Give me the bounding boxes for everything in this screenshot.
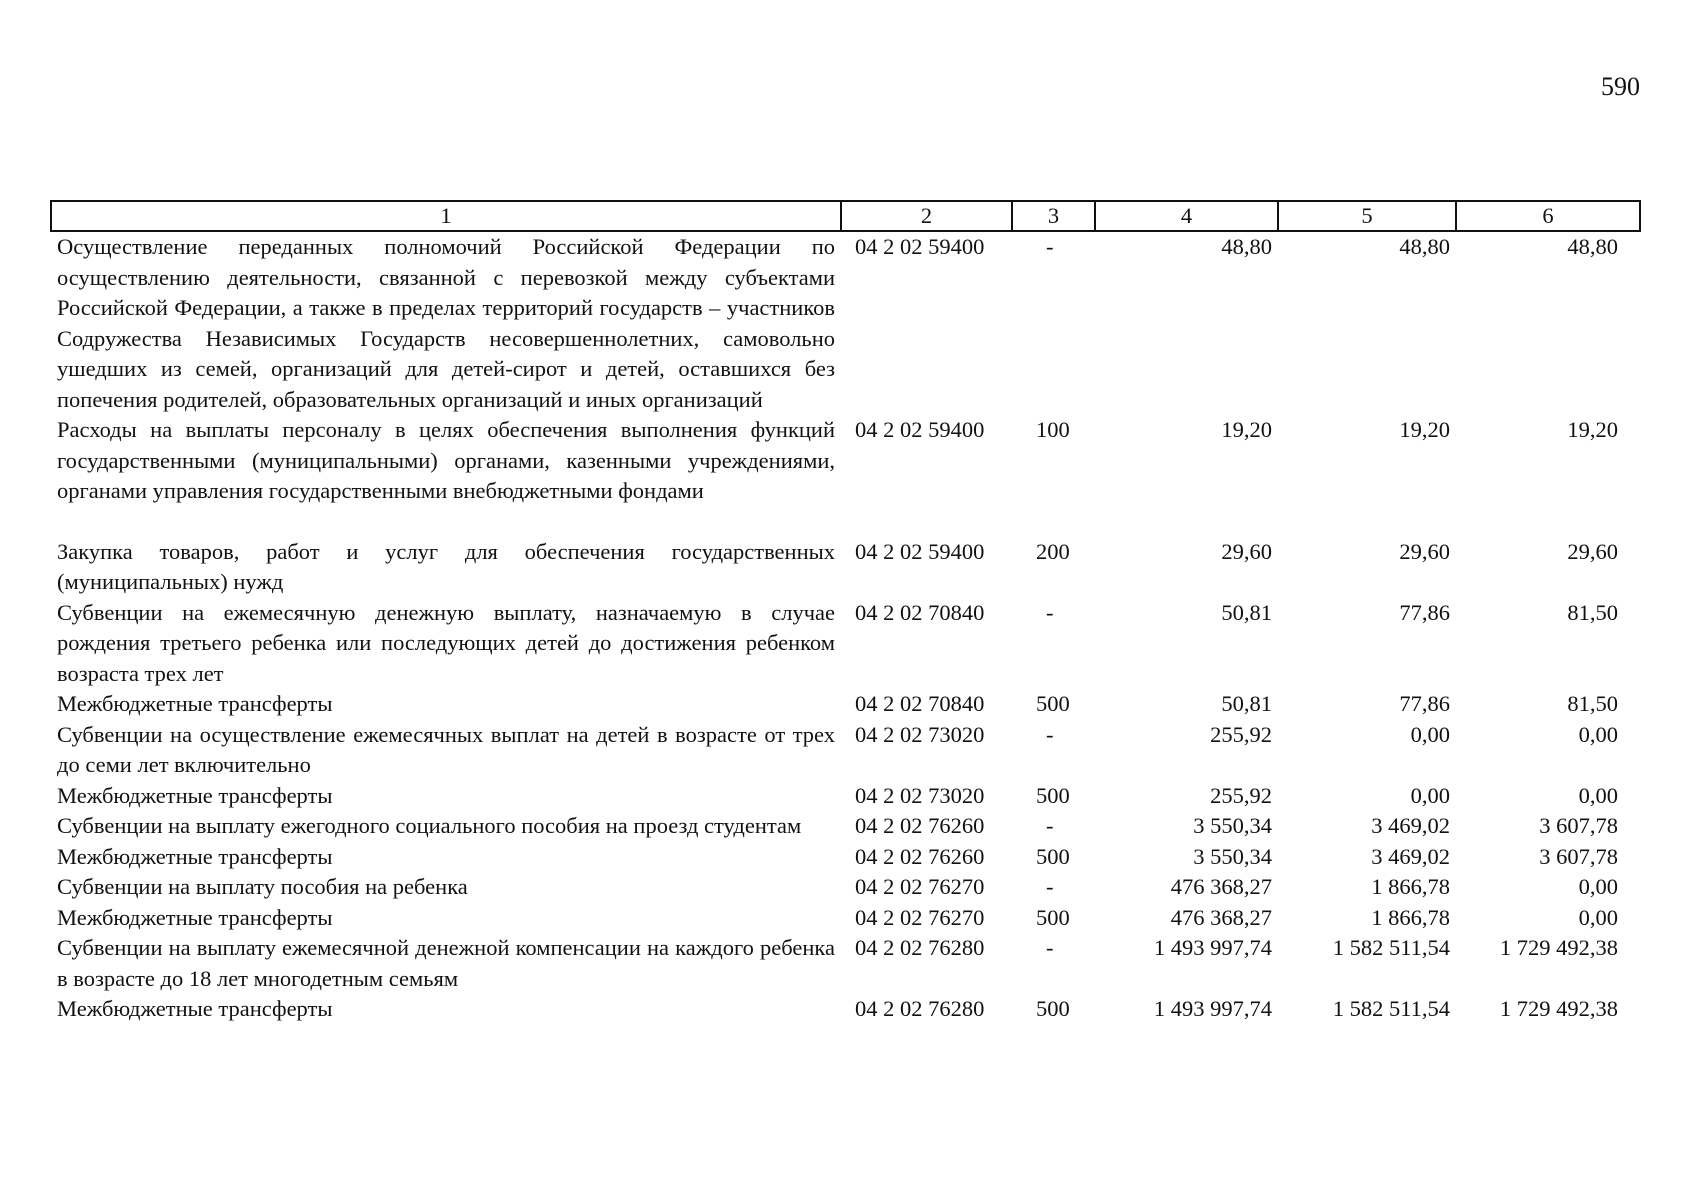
row-name: Расходы на выплаты персоналу в целях обеспечения выполнения функций государственными (муниципальными) органами, казенными учреждениями, органами управления государственными внебюджетными фондами — [57, 417, 835, 503]
table-row — [51, 903, 1640, 934]
row-code: 04 2 02 73020 — [855, 721, 985, 747]
column-header-2: 2 — [841, 201, 1012, 231]
header-row — [51, 201, 1640, 231]
column-header-1: 1 — [51, 201, 841, 231]
row-expense-type: - — [1046, 935, 1054, 960]
table-row — [51, 598, 1640, 690]
row-amount-col5: 77,86 — [1399, 599, 1450, 625]
row-amount-col6: 0,00 — [1578, 874, 1618, 899]
row-expense-type: 500 — [1036, 996, 1070, 1021]
row-amount-col4: 1 493 997,74 — [1153, 996, 1272, 1021]
row-expense-type: - — [1046, 874, 1054, 899]
row-amount-col5: 3 469,02 — [1371, 843, 1450, 869]
row-expense-type: 500 — [1036, 691, 1070, 716]
row-name: Закупка товаров, работ и услуг для обеспечения государственных (муниципальных) нужд — [57, 538, 835, 594]
row-amount-col4: 255,92 — [1210, 782, 1272, 808]
row-amount-col4: 19,20 — [1221, 417, 1272, 442]
row-amount-col4: 50,81 — [1221, 691, 1272, 716]
row-amount-col5: 0,00 — [1410, 721, 1450, 747]
row-code: 04 2 02 59400 — [855, 538, 985, 564]
row-name: Субвенции на выплату ежемесячной денежной компенсации на каждого ребенка в возрасте до 18 лет многодетным семьям — [57, 935, 835, 991]
row-name: Субвенции на выплату ежегодного социального пособия на проезд студентам — [57, 813, 802, 838]
row-code: 04 2 02 76270 — [855, 874, 985, 899]
table-header — [51, 201, 1640, 231]
row-name: Осуществление переданных полномочий Российской Федерации по осуществлению деятельности, связанной с перевозкой между субъектами Российской Федерации, а также в пределах территорий государств – участников Содружества Независимых Государств несовершеннолетних, самовольно ушедших из семей, организаций для детей-сирот и детей, оставшихся без попечения родителей, образовательных организаций и иных организаций — [57, 234, 835, 412]
row-code: 04 2 02 76260 — [855, 813, 985, 838]
row-expense-type: 200 — [1036, 538, 1070, 564]
row-amount-col5: 1 582 511,54 — [1332, 935, 1450, 960]
row-amount-col5: 1 866,78 — [1371, 904, 1450, 930]
table-row — [51, 231, 1640, 415]
column-header-6: 6 — [1456, 201, 1640, 231]
row-amount-col6: 0,00 — [1578, 721, 1618, 747]
row-amount-col6: 0,00 — [1578, 782, 1618, 808]
row-name: Межбюджетные трансферты — [57, 996, 333, 1021]
budget-table — [50, 200, 1641, 1025]
row-name: Межбюджетные трансферты — [57, 904, 333, 930]
row-expense-type: 500 — [1036, 843, 1070, 869]
row-amount-col6: 3 607,78 — [1539, 813, 1618, 838]
row-expense-type: 100 — [1036, 417, 1070, 442]
row-amount-col5: 0,00 — [1410, 782, 1450, 808]
row-code: 04 2 02 76260 — [855, 843, 985, 869]
row-amount-col6: 1 729 492,38 — [1499, 935, 1618, 960]
row-name: Межбюджетные трансферты — [57, 843, 333, 869]
row-amount-col5: 48,80 — [1399, 234, 1450, 259]
row-name: Субвенции на выплату пособия на ребенка — [57, 874, 468, 899]
column-header-4: 4 — [1095, 201, 1278, 231]
row-amount-col5: 1 582 511,54 — [1332, 996, 1450, 1021]
table-row — [51, 872, 1640, 903]
table-row — [51, 720, 1640, 781]
row-amount-col6: 48,80 — [1567, 234, 1618, 259]
row-amount-col4: 29,60 — [1221, 538, 1272, 564]
row-name: Субвенции на ежемесячную денежную выплату, назначаемую в случае рождения третьего ребенка или последующих детей до достижения ребенком возраста трех лет — [57, 599, 835, 686]
table-row — [51, 781, 1640, 812]
column-header-5: 5 — [1278, 201, 1456, 231]
row-amount-col4: 48,80 — [1221, 234, 1272, 259]
row-amount-col6: 3 607,78 — [1539, 843, 1618, 869]
table-row — [51, 842, 1640, 873]
page-number: 590 — [1601, 72, 1640, 101]
row-code: 04 2 02 59400 — [855, 234, 985, 259]
row-amount-col6: 19,20 — [1567, 417, 1618, 442]
table-row — [51, 994, 1640, 1025]
column-header-3: 3 — [1012, 201, 1095, 231]
row-expense-type: 500 — [1036, 782, 1070, 808]
row-amount-col5: 19,20 — [1399, 417, 1450, 442]
row-name: Субвенции на осуществление ежемесячных выплат на детей в возрасте от трех до семи лет включительно — [57, 721, 835, 777]
row-amount-col5: 1 866,78 — [1371, 874, 1450, 899]
row-code: 04 2 02 76280 — [855, 996, 985, 1021]
row-code: 04 2 02 76270 — [855, 904, 985, 930]
table-row — [51, 689, 1640, 720]
row-amount-col4: 50,81 — [1221, 599, 1272, 625]
row-amount-col6: 29,60 — [1567, 538, 1618, 564]
row-expense-type: - — [1046, 721, 1054, 747]
row-amount-col4: 476 368,27 — [1170, 904, 1272, 930]
row-expense-type: - — [1046, 234, 1054, 259]
table-row — [51, 415, 1640, 537]
row-amount-col5: 3 469,02 — [1371, 813, 1450, 838]
row-amount-col4: 3 550,34 — [1193, 813, 1272, 838]
row-amount-col4: 255,92 — [1210, 721, 1272, 747]
row-code: 04 2 02 73020 — [855, 782, 985, 808]
table-row — [51, 537, 1640, 598]
row-code: 04 2 02 76280 — [855, 935, 985, 960]
table-row — [51, 811, 1640, 842]
row-amount-col6: 81,50 — [1567, 599, 1618, 625]
row-amount-col6: 0,00 — [1578, 904, 1618, 930]
row-code: 04 2 02 70840 — [855, 599, 985, 625]
row-code: 04 2 02 70840 — [855, 691, 985, 716]
row-expense-type: - — [1046, 599, 1054, 625]
row-code: 04 2 02 59400 — [855, 417, 985, 442]
row-amount-col6: 81,50 — [1567, 691, 1618, 716]
row-amount-col5: 77,86 — [1399, 691, 1450, 716]
row-expense-type: - — [1046, 813, 1054, 838]
row-amount-col4: 476 368,27 — [1170, 874, 1272, 899]
row-amount-col4: 3 550,34 — [1193, 843, 1272, 869]
row-amount-col6: 1 729 492,38 — [1499, 996, 1618, 1021]
table-row — [51, 933, 1640, 994]
row-name: Межбюджетные трансферты — [57, 691, 333, 716]
row-amount-col5: 29,60 — [1399, 538, 1450, 564]
row-expense-type: 500 — [1036, 904, 1070, 930]
table-body — [51, 231, 1640, 1025]
row-name: Межбюджетные трансферты — [57, 782, 333, 808]
row-amount-col4: 1 493 997,74 — [1153, 935, 1272, 960]
